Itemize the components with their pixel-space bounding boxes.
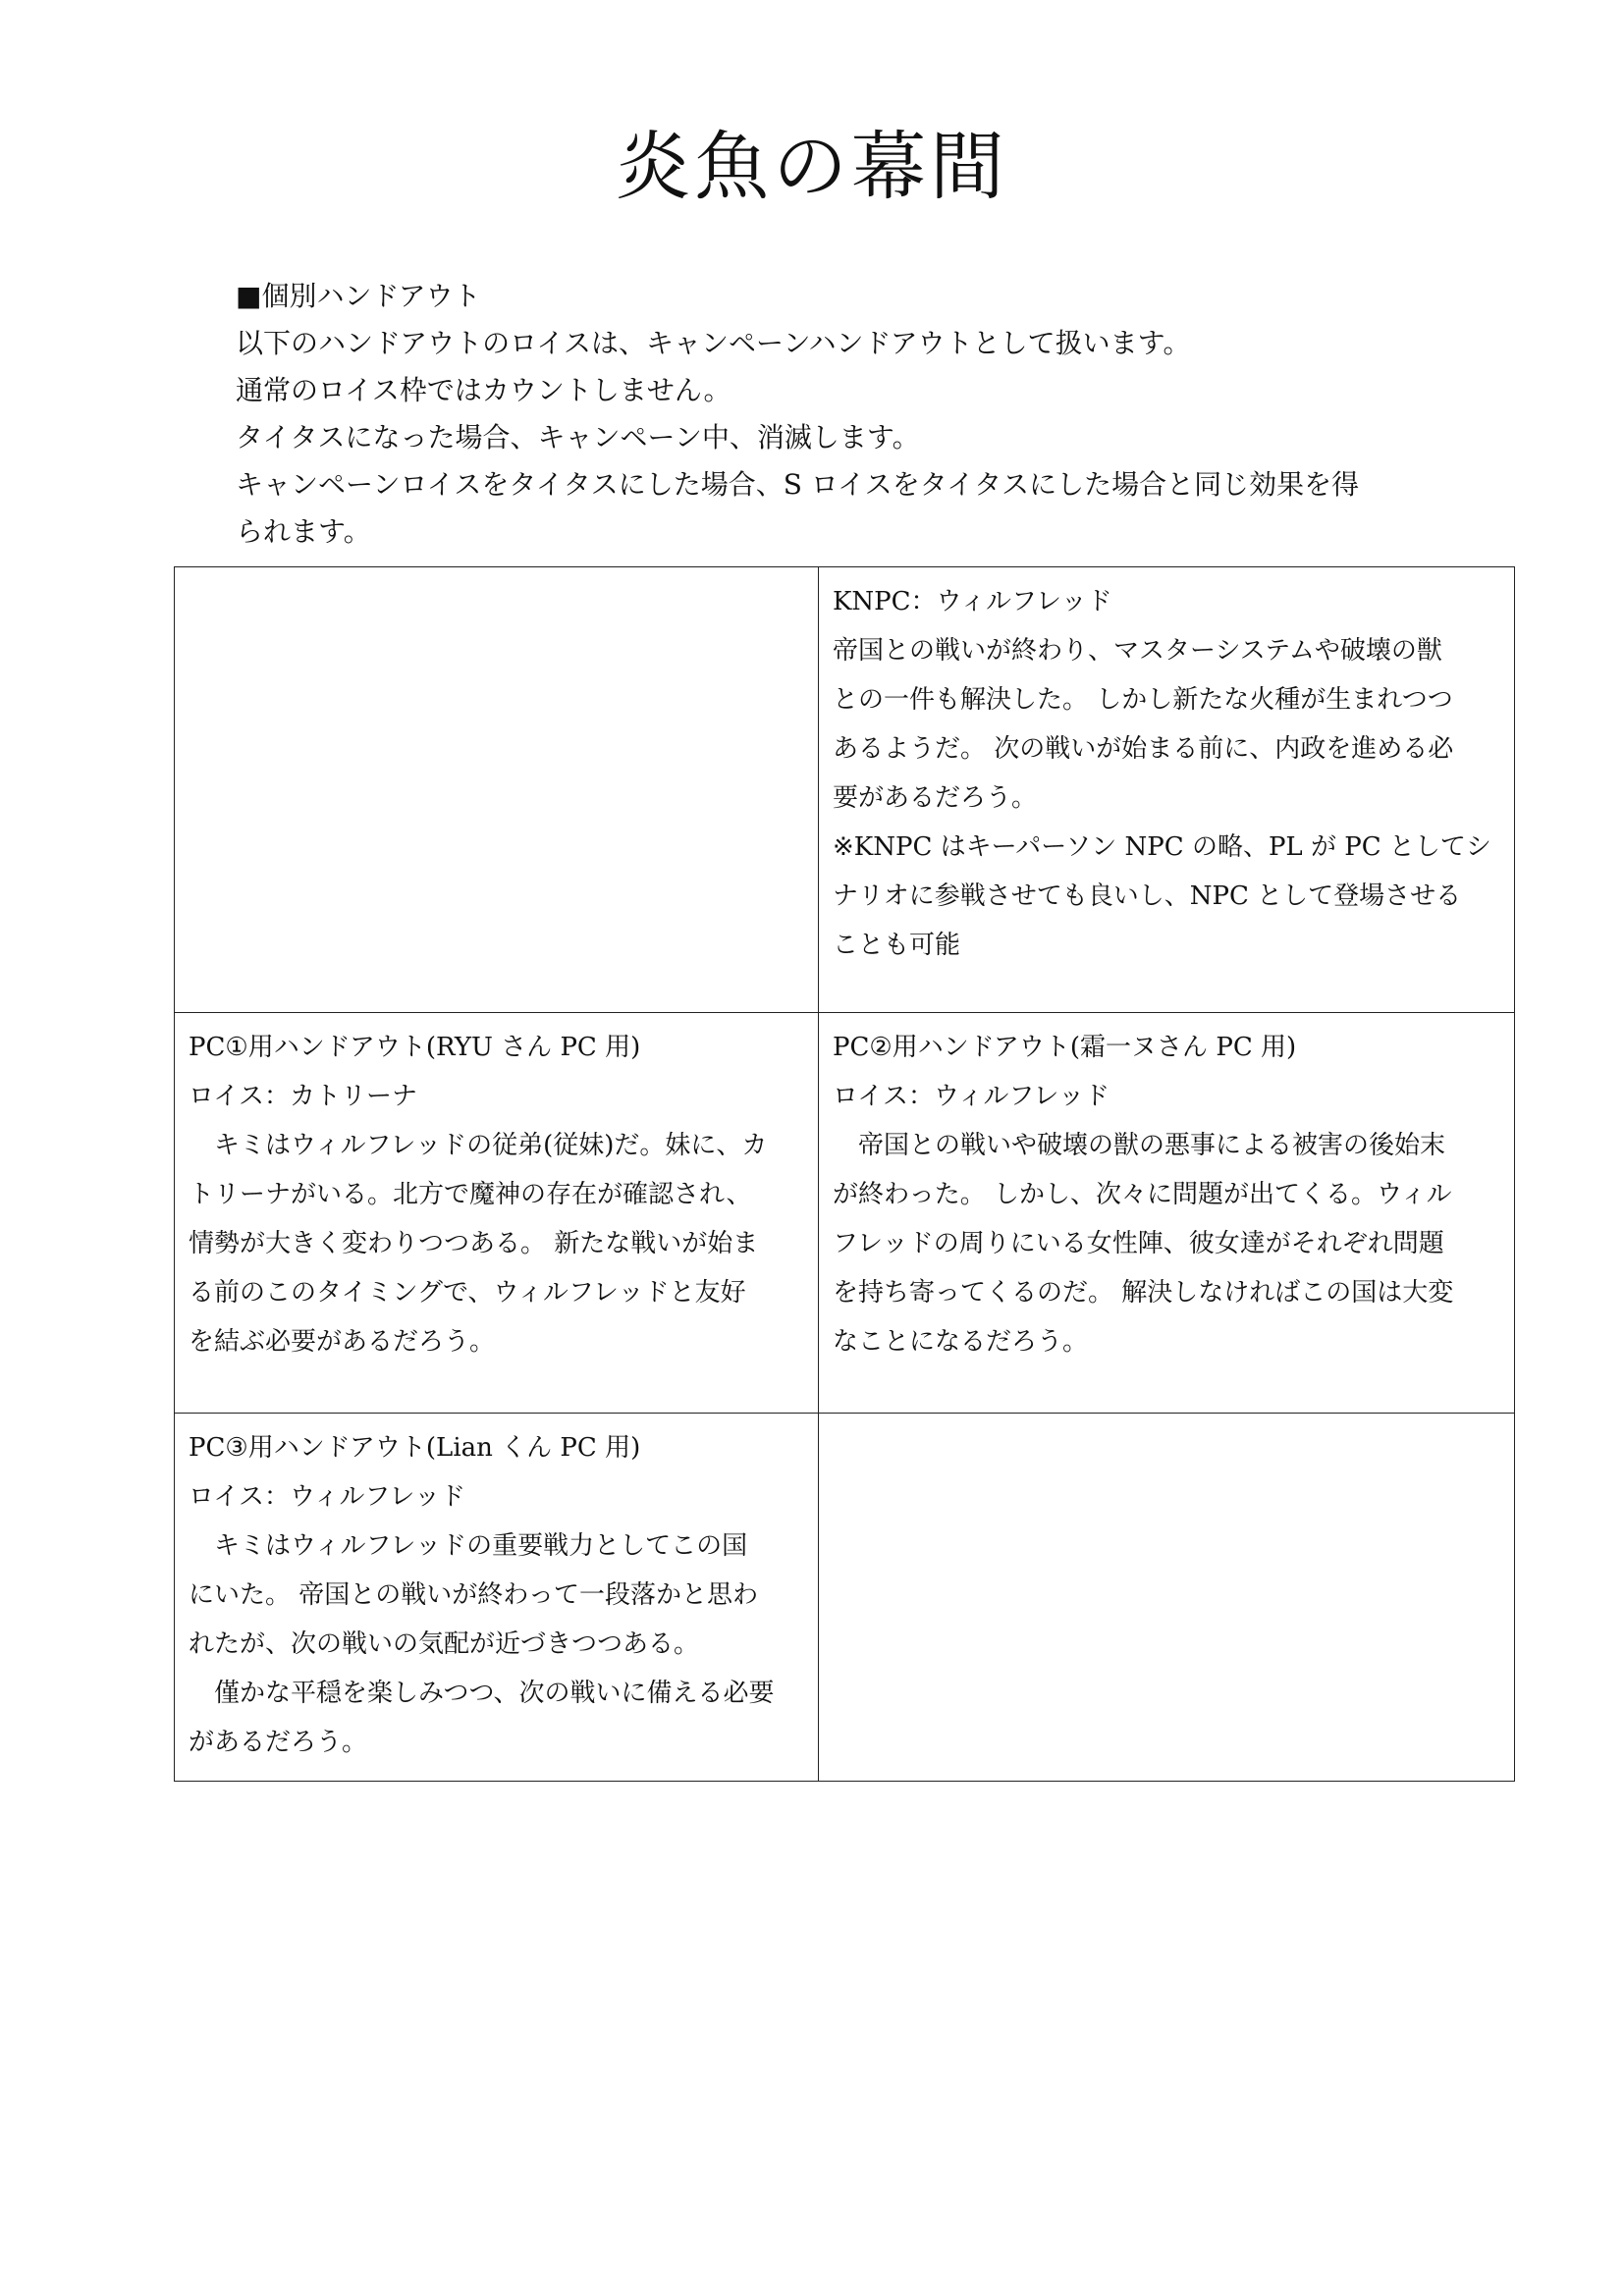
intro-line: られます。 (236, 515, 371, 548)
intro-line: 通常のロイス枠ではカウントしません。 (236, 374, 731, 406)
pc3-handout-line: があるだろう。 (189, 1728, 368, 1757)
pc3-handout-line: ロイス：ウィルフレッド (189, 1482, 466, 1512)
pc3-handout-cell (175, 1414, 819, 1782)
table-row (175, 1013, 1515, 1414)
pc2-handout-line: 帝国との戦いや破壊の獣の悪事による被害の後始末 (833, 1131, 1446, 1160)
knpc-handout-line: ※KNPC はキーパーソン NPC の略、PL が PC としてシ (833, 832, 1491, 862)
intro-section (236, 273, 1414, 556)
pc3-handout-line: にいた。 帝国との戦いが終わって一段落かと思わ (189, 1580, 759, 1610)
pc2-handout-line: が終わった。 しかし、次々に問題が出てくる。ウィル (833, 1180, 1452, 1209)
knpc-handout-cell (819, 567, 1515, 1013)
pc2-handout-cell (819, 1013, 1515, 1414)
pc3-handout-line: キミはウィルフレッドの重要戦力としてこの国 (189, 1531, 748, 1561)
table-row (175, 1414, 1515, 1782)
pc1-handout-line: キミはウィルフレッドの従弟(従妹)だ。妹に、カ (189, 1131, 768, 1160)
pc1-handout-heading: PC①用ハンドアウト(RYU さん PC 用) (189, 1033, 641, 1062)
pc1-handout-line: を結ぶ必要があるだろう。 (189, 1327, 496, 1357)
pc3-handout-line: 僅かな平穏を楽しみつつ、次の戦いに備える必要 (189, 1679, 775, 1708)
pc1-handout-cell (175, 1013, 819, 1414)
knpc-handout-heading: KNPC：ウィルフレッド (833, 587, 1112, 616)
intro-line: タイタスになった場合、キャンペーン中、消滅します。 (236, 421, 920, 454)
intro-heading: ■個別ハンドアウト (236, 280, 481, 312)
empty-cell (175, 567, 819, 1013)
knpc-handout-line: 帝国との戦いが終わり、マスターシステムや破壊の獣 (833, 636, 1442, 666)
empty-cell (819, 1414, 1515, 1782)
page-title: 炎魚の幕間 (616, 123, 1008, 210)
pc1-handout-line: る前のこのタイミングで、ウィルフレッドと友好 (189, 1278, 746, 1308)
pc3-handout-line: れたが、次の戦いの気配が近づきつつある。 (189, 1629, 700, 1659)
table-row (175, 567, 1515, 1013)
pc1-handout-line: ロイス：カトリーナ (189, 1082, 417, 1111)
knpc-handout-line: との一件も解決した。 しかし新たな火種が生まれつつ (833, 685, 1453, 715)
knpc-handout-line: 要があるだろう。 (833, 783, 1038, 813)
knpc-handout-line: ことも可能 (833, 931, 961, 960)
intro-line: キャンペーンロイスをタイタスにした場合、S ロイスをタイタスにした場合と同じ効果を得 (236, 468, 1360, 501)
pc1-handout-line: 情勢が大きく変わりつつある。 新たな戦いが始ま (189, 1229, 759, 1258)
pc2-handout-line: を持ち寄ってくるのだ。 解決しなければこの国は大変 (833, 1278, 1454, 1308)
handout-table (174, 566, 1515, 1782)
pc2-handout-line: フレッドの周りにいる女性陣、彼女達がそれぞれ問題 (833, 1229, 1444, 1258)
knpc-handout-line: ナリオに参戦させても良いし、NPC として登場させる (833, 881, 1462, 911)
pc2-handout-line: ロイス：ウィルフレッド (833, 1082, 1110, 1111)
pc2-handout-line: なことになるだろう。 (833, 1327, 1089, 1357)
pc1-handout-line: トリーナがいる。北方で魔神の存在が確認され、 (189, 1180, 752, 1209)
pc2-handout-heading: PC②用ハンドアウト(霜一ヌさん PC 用) (833, 1033, 1297, 1062)
intro-line: 以下のハンドアウトのロイスは、キャンペーンハンドアウトとして扱います。 (236, 327, 1191, 359)
knpc-handout-line: あるようだ。 次の戦いが始まる前に、内政を進める必 (833, 734, 1454, 764)
pc3-handout-heading: PC③用ハンドアウト(Lian くん PC 用) (189, 1433, 641, 1463)
